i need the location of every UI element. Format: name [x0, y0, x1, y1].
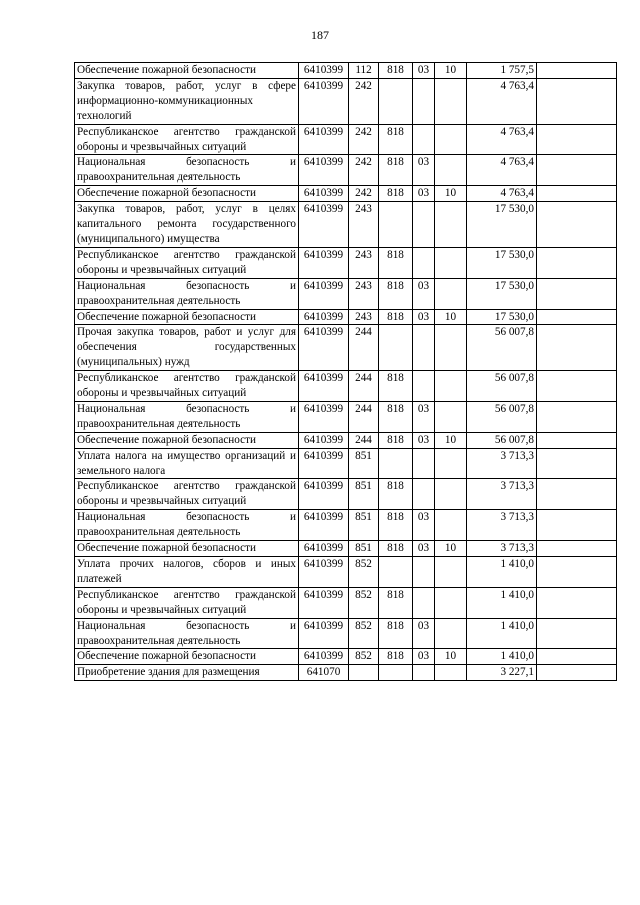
budget-table [74, 62, 617, 681]
target-article-cell: 6410399 [299, 155, 349, 186]
row-name-cell: Обеспечение пожарной безопасности [75, 541, 299, 557]
target-article-cell: 6410399 [299, 432, 349, 448]
expense-type-cell: 243 [349, 247, 379, 278]
row-name-cell: Национальная безопасность и правоохранительная деятельность [75, 278, 299, 309]
ministry-code-cell [379, 557, 413, 588]
empty-cell [537, 278, 617, 309]
row-name-cell: Приобретение здания для размещения [75, 665, 299, 681]
section-cell [413, 371, 435, 402]
empty-cell [537, 247, 617, 278]
target-article-cell: 6410399 [299, 247, 349, 278]
ministry-code-cell: 818 [379, 541, 413, 557]
subsection-cell: 10 [435, 649, 467, 665]
subsection-cell [435, 448, 467, 479]
section-cell [413, 665, 435, 681]
expense-type-cell: 851 [349, 510, 379, 541]
table-row [75, 186, 617, 202]
row-name-cell: Обеспечение пожарной безопасности [75, 432, 299, 448]
amount-cell: 1 410,0 [467, 587, 537, 618]
empty-cell [537, 63, 617, 79]
row-name-cell: Обеспечение пожарной безопасности [75, 649, 299, 665]
section-cell [413, 448, 435, 479]
row-name-cell: Республиканское агентство гражданской обороны и чрезвычайных ситуаций [75, 479, 299, 510]
section-cell: 03 [413, 541, 435, 557]
expense-type-cell: 852 [349, 557, 379, 588]
table-row [75, 78, 617, 124]
expense-type-cell: 851 [349, 541, 379, 557]
target-article-cell: 6410399 [299, 309, 349, 325]
subsection-cell: 10 [435, 63, 467, 79]
section-cell [413, 325, 435, 371]
target-article-cell: 6410399 [299, 186, 349, 202]
target-article-cell: 6410399 [299, 278, 349, 309]
empty-cell [537, 665, 617, 681]
ministry-code-cell: 818 [379, 432, 413, 448]
row-name-cell: Прочая закупка товаров, работ и услуг для обеспечения государственных (муниципальных) нужд [75, 325, 299, 371]
ministry-code-cell: 818 [379, 510, 413, 541]
amount-cell: 56 007,8 [467, 432, 537, 448]
target-article-cell: 6410399 [299, 448, 349, 479]
target-article-cell: 6410399 [299, 401, 349, 432]
amount-cell: 4 763,4 [467, 78, 537, 124]
ministry-code-cell [379, 78, 413, 124]
expense-type-cell: 244 [349, 432, 379, 448]
row-name-cell: Республиканское агентство гражданской обороны и чрезвычайных ситуаций [75, 371, 299, 402]
empty-cell [537, 557, 617, 588]
subsection-cell [435, 401, 467, 432]
target-article-cell: 6410399 [299, 78, 349, 124]
table-row [75, 479, 617, 510]
table-row [75, 618, 617, 649]
table-row [75, 247, 617, 278]
amount-cell: 1 410,0 [467, 649, 537, 665]
section-cell: 03 [413, 401, 435, 432]
ministry-code-cell [379, 448, 413, 479]
target-article-cell: 6410399 [299, 325, 349, 371]
amount-cell: 17 530,0 [467, 202, 537, 248]
expense-type-cell: 851 [349, 448, 379, 479]
empty-cell [537, 325, 617, 371]
expense-type-cell: 244 [349, 371, 379, 402]
row-name-cell: Уплата прочих налогов, сборов и иных платежей [75, 557, 299, 588]
amount-cell: 17 530,0 [467, 309, 537, 325]
section-cell: 03 [413, 63, 435, 79]
row-name-cell: Закупка товаров, работ, услуг в сфере информационно-коммуникационных технологий [75, 78, 299, 124]
ministry-code-cell: 818 [379, 401, 413, 432]
empty-cell [537, 510, 617, 541]
subsection-cell: 10 [435, 432, 467, 448]
row-name-cell: Национальная безопасность и правоохранительная деятельность [75, 155, 299, 186]
expense-type-cell: 242 [349, 78, 379, 124]
empty-cell [537, 541, 617, 557]
expense-type-cell: 852 [349, 649, 379, 665]
empty-cell [537, 78, 617, 124]
target-article-cell: 6410399 [299, 510, 349, 541]
section-cell: 03 [413, 309, 435, 325]
empty-cell [537, 124, 617, 155]
section-cell: 03 [413, 155, 435, 186]
target-article-cell: 6410399 [299, 202, 349, 248]
subsection-cell [435, 247, 467, 278]
subsection-cell [435, 325, 467, 371]
amount-cell: 56 007,8 [467, 325, 537, 371]
target-article-cell: 6410399 [299, 371, 349, 402]
table-row [75, 432, 617, 448]
subsection-cell [435, 665, 467, 681]
table-row [75, 371, 617, 402]
ministry-code-cell [379, 202, 413, 248]
ministry-code-cell: 818 [379, 587, 413, 618]
row-name-cell: Уплата налога на имущество организаций и земельного налога [75, 448, 299, 479]
section-cell [413, 202, 435, 248]
amount-cell: 3 713,3 [467, 510, 537, 541]
ministry-code-cell: 818 [379, 649, 413, 665]
subsection-cell [435, 479, 467, 510]
empty-cell [537, 432, 617, 448]
table-row [75, 557, 617, 588]
subsection-cell: 10 [435, 186, 467, 202]
expense-type-cell: 243 [349, 309, 379, 325]
section-cell [413, 78, 435, 124]
table-row [75, 401, 617, 432]
empty-cell [537, 401, 617, 432]
subsection-cell [435, 510, 467, 541]
target-article-cell: 6410399 [299, 63, 349, 79]
expense-type-cell: 243 [349, 202, 379, 248]
target-article-cell: 6410399 [299, 479, 349, 510]
row-name-cell: Национальная безопасность и правоохранительная деятельность [75, 401, 299, 432]
empty-cell [537, 618, 617, 649]
section-cell: 03 [413, 432, 435, 448]
subsection-cell [435, 124, 467, 155]
expense-type-cell: 242 [349, 124, 379, 155]
section-cell [413, 124, 435, 155]
row-name-cell: Обеспечение пожарной безопасности [75, 309, 299, 325]
amount-cell: 3 227,1 [467, 665, 537, 681]
row-name-cell: Обеспечение пожарной безопасности [75, 63, 299, 79]
expense-type-cell [349, 665, 379, 681]
expense-type-cell: 244 [349, 325, 379, 371]
subsection-cell [435, 371, 467, 402]
section-cell [413, 557, 435, 588]
ministry-code-cell: 818 [379, 309, 413, 325]
amount-cell: 4 763,4 [467, 186, 537, 202]
table-row [75, 155, 617, 186]
subsection-cell [435, 587, 467, 618]
page-number: 187 [311, 28, 329, 42]
row-name-cell: Республиканское агентство гражданской обороны и чрезвычайных ситуаций [75, 247, 299, 278]
amount-cell: 3 713,3 [467, 448, 537, 479]
expense-type-cell: 244 [349, 401, 379, 432]
section-cell: 03 [413, 618, 435, 649]
empty-cell [537, 448, 617, 479]
table-body [75, 63, 617, 681]
target-article-cell: 6410399 [299, 587, 349, 618]
expense-type-cell: 852 [349, 587, 379, 618]
row-name-cell: Республиканское агентство гражданской обороны и чрезвычайных ситуаций [75, 124, 299, 155]
row-name-cell: Национальная безопасность и правоохранительная деятельность [75, 618, 299, 649]
empty-cell [537, 587, 617, 618]
subsection-cell [435, 618, 467, 649]
ministry-code-cell: 818 [379, 155, 413, 186]
empty-cell [537, 479, 617, 510]
ministry-code-cell: 818 [379, 186, 413, 202]
amount-cell: 56 007,8 [467, 401, 537, 432]
expense-type-cell: 242 [349, 155, 379, 186]
amount-cell: 1 410,0 [467, 557, 537, 588]
amount-cell: 56 007,8 [467, 371, 537, 402]
empty-cell [537, 186, 617, 202]
ministry-code-cell: 818 [379, 278, 413, 309]
amount-cell: 1 410,0 [467, 618, 537, 649]
subsection-cell [435, 78, 467, 124]
amount-cell: 17 530,0 [467, 247, 537, 278]
target-article-cell: 6410399 [299, 557, 349, 588]
ministry-code-cell [379, 325, 413, 371]
table-row [75, 278, 617, 309]
amount-cell: 1 757,5 [467, 63, 537, 79]
table-row [75, 325, 617, 371]
expense-type-cell: 852 [349, 618, 379, 649]
table-row [75, 63, 617, 79]
empty-cell [537, 371, 617, 402]
target-article-cell: 6410399 [299, 618, 349, 649]
table-row [75, 649, 617, 665]
subsection-cell [435, 202, 467, 248]
empty-cell [537, 649, 617, 665]
section-cell: 03 [413, 278, 435, 309]
ministry-code-cell: 818 [379, 479, 413, 510]
table-row [75, 541, 617, 557]
empty-cell [537, 202, 617, 248]
row-name-cell: Республиканское агентство гражданской обороны и чрезвычайных ситуаций [75, 587, 299, 618]
row-name-cell: Обеспечение пожарной безопасности [75, 186, 299, 202]
table-row [75, 665, 617, 681]
amount-cell: 3 713,3 [467, 479, 537, 510]
subsection-cell [435, 557, 467, 588]
subsection-cell [435, 155, 467, 186]
expense-type-cell: 242 [349, 186, 379, 202]
subsection-cell [435, 278, 467, 309]
row-name-cell: Закупка товаров, работ, услуг в целях капитального ремонта государственного (муниципального) имущества [75, 202, 299, 248]
ministry-code-cell [379, 665, 413, 681]
section-cell: 03 [413, 510, 435, 541]
ministry-code-cell: 818 [379, 63, 413, 79]
target-article-cell: 6410399 [299, 541, 349, 557]
target-article-cell: 6410399 [299, 649, 349, 665]
expense-type-cell: 243 [349, 278, 379, 309]
table-row [75, 587, 617, 618]
subsection-cell: 10 [435, 541, 467, 557]
expense-type-cell: 851 [349, 479, 379, 510]
ministry-code-cell: 818 [379, 247, 413, 278]
target-article-cell: 641070 [299, 665, 349, 681]
table-row [75, 202, 617, 248]
table-row [75, 309, 617, 325]
table-row [75, 510, 617, 541]
amount-cell: 3 713,3 [467, 541, 537, 557]
ministry-code-cell: 818 [379, 371, 413, 402]
target-article-cell: 6410399 [299, 124, 349, 155]
amount-cell: 4 763,4 [467, 124, 537, 155]
section-cell [413, 587, 435, 618]
subsection-cell: 10 [435, 309, 467, 325]
table-row [75, 124, 617, 155]
ministry-code-cell: 818 [379, 618, 413, 649]
row-name-cell: Национальная безопасность и правоохранительная деятельность [75, 510, 299, 541]
amount-cell: 4 763,4 [467, 155, 537, 186]
section-cell [413, 479, 435, 510]
empty-cell [537, 155, 617, 186]
amount-cell: 17 530,0 [467, 278, 537, 309]
section-cell: 03 [413, 649, 435, 665]
ministry-code-cell: 818 [379, 124, 413, 155]
section-cell [413, 247, 435, 278]
table-row [75, 448, 617, 479]
expense-type-cell: 112 [349, 63, 379, 79]
section-cell: 03 [413, 186, 435, 202]
empty-cell [537, 309, 617, 325]
